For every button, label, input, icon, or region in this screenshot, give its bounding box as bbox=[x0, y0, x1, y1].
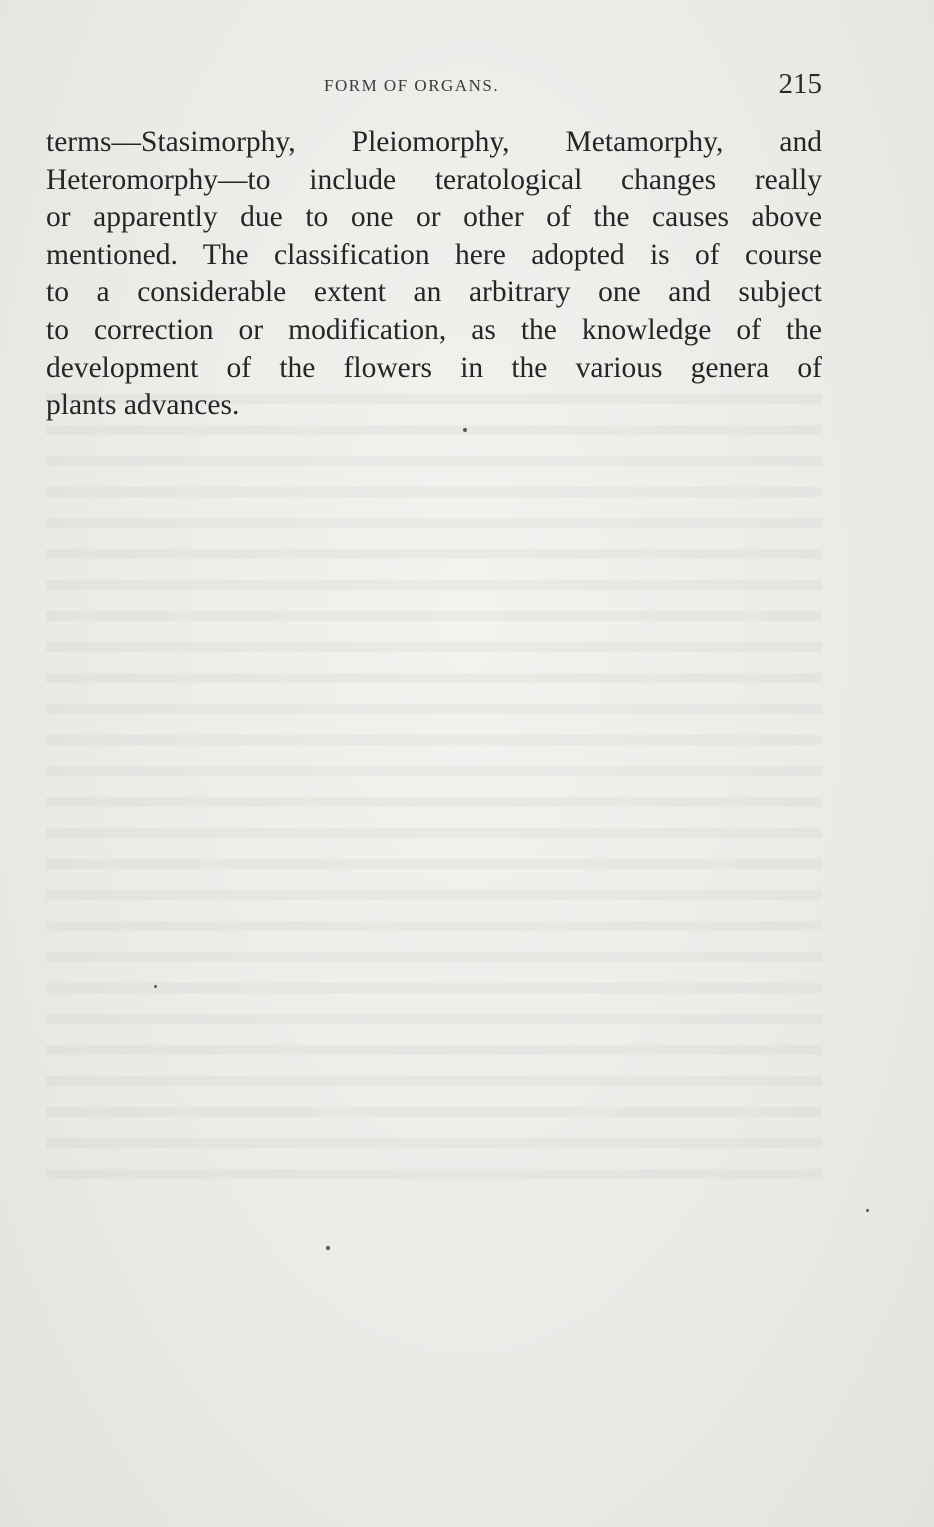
running-head bbox=[46, 68, 822, 106]
text-line: development of the flowers in the various genera of bbox=[46, 351, 822, 384]
running-title: FORM OF ORGANS. bbox=[324, 76, 500, 95]
text-line: or apparently due to one or other of the causes above bbox=[46, 201, 822, 234]
text-line: to correction or modification, as the knowledge of the bbox=[46, 313, 822, 346]
paper-speck bbox=[866, 1209, 869, 1212]
page-number: 215 bbox=[778, 68, 822, 100]
text-line: to a considerable extent an arbitrary one and subject bbox=[46, 276, 822, 309]
paper-speck bbox=[326, 1246, 330, 1250]
paper-speck bbox=[154, 985, 157, 988]
reverse-side-show-through bbox=[46, 380, 822, 1200]
text-line-last: plants advances. bbox=[46, 389, 240, 422]
text-line: mentioned. The classification here adopted is of course bbox=[46, 238, 822, 271]
text-line: terms—Stasimorphy, Pleiomorphy, Metamorphy, and bbox=[46, 126, 822, 158]
paper-speck bbox=[463, 428, 467, 432]
body-paragraph bbox=[46, 124, 822, 425]
text-line: Heteromorphy—to include teratological changes really bbox=[46, 163, 822, 196]
